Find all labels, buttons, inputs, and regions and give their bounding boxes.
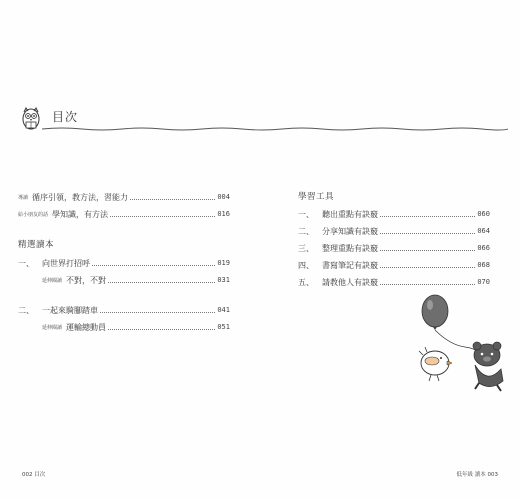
row-label: 請教他人有訣竅 [322,277,378,287]
row-number: 五、 [298,277,314,287]
row-tag: 延伸閱讀 [42,277,63,284]
leader-dots [92,265,215,266]
balloon-bear-illustration [405,285,515,395]
leader-dots [380,233,475,234]
footer-right [457,470,499,478]
row-number: 三、 [298,243,314,253]
row-label: 分享知識有訣竅 [322,226,378,236]
row-tag: 延伸閱讀 [42,324,63,331]
toc-row-tool-1[interactable] [298,207,490,221]
row-tag: 給小朋友的話 [18,211,49,218]
row-number: 一、 [298,209,314,219]
row-label: 整理重點有訣竅 [322,243,378,253]
bird-icon [419,347,452,381]
toc-row-chapter-2[interactable] [18,303,230,317]
footer-left [22,470,45,478]
bear-icon [473,342,503,391]
footer-right-label: 低年級 讀本 [456,472,486,478]
row-number: 一、 [18,258,34,268]
header-rule [42,126,508,132]
toc-row-tool-2[interactable] [298,224,490,238]
row-label: 聽出重點有訣竅 [322,209,378,219]
row-page: 041 [217,306,230,314]
row-label: 一起來騎腳踏車 [42,305,98,315]
section-title-tools: 學習工具 [298,192,335,202]
row-page: 064 [477,227,490,235]
section-title-readings: 精選讀本 [18,240,55,250]
leader-dots [108,329,215,330]
toc-row-chapter-1[interactable] [18,256,230,270]
row-page: 004 [217,193,230,201]
leader-dots [380,216,475,217]
row-page: 068 [477,261,490,269]
toc-row-chapter-1-extended[interactable] [42,273,230,287]
row-tag: 導讀 [18,194,29,201]
leader-dots [108,282,215,283]
row-label: 學知識，有方法 [52,209,109,219]
row-label: 不對，不對 [66,275,107,285]
footer-left-label: 目次 [34,472,46,478]
leader-dots [110,216,215,217]
toc-header [18,104,508,132]
page-number-left: 002 [22,472,33,478]
row-page: 016 [217,210,230,218]
toc-row-tool-3[interactable] [298,241,490,255]
leader-dots [100,312,215,313]
row-number: 二、 [18,305,34,315]
row-number: 二、 [298,226,314,236]
row-page: 060 [477,210,490,218]
leader-dots [380,267,475,268]
row-page: 066 [477,244,490,252]
row-label: 循序引領，教方法，習能力 [32,192,129,202]
row-number: 四、 [298,260,314,270]
toc-row-intro-guide[interactable] [18,190,230,204]
row-page: 031 [217,276,230,284]
row-label: 向世界打招呼 [42,258,90,268]
toc-row-chapter-2-extended[interactable] [42,320,230,334]
row-label: 運輸總動員 [66,322,107,332]
row-page: 051 [217,323,230,331]
page-title: 目次 [52,110,79,124]
toc-row-tool-4[interactable] [298,258,490,272]
owl-icon [18,104,44,132]
row-page: 070 [477,278,490,286]
row-label: 書寫筆記有訣竅 [322,260,378,270]
toc-row-intro-kids[interactable] [18,207,230,221]
page-number-right: 003 [487,472,498,478]
leader-dots [380,250,475,251]
row-page: 019 [217,259,230,267]
leader-dots [130,199,215,200]
